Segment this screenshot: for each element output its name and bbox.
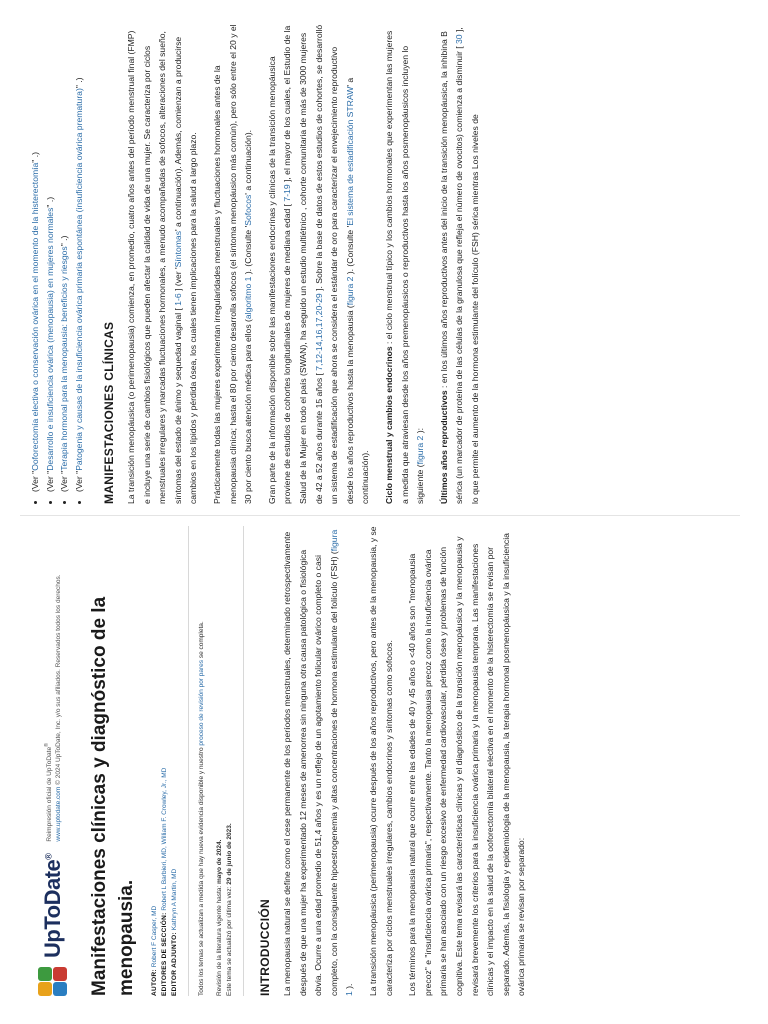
intro-paragraph-1: La menopausia natural se define como el cese permanente de los períodos menstruales, determinado retrospectivamente después de que una mujer ha experimentado 12 meses de amenorrea sin ninguna otra causa patológica o fisiológica obvia. Ocurre a una edad promedio de 51,4 años y es un reflejo de un agotamiento folicular ovárico completo o casi completo, con la consiguiente hipoestrogenemia y altas concentraciones de hormona estimulante del folículo (FSH) (figura 1 ). [282,529,355,996]
figure-1-link[interactable]: figura 1 [328,529,355,996]
page-title: Manifestaciones clínicas y diagnóstico de la menopausia. [89,596,137,996]
ref-link[interactable]: 7-19 [282,181,293,204]
header [38,526,68,996]
reference-list [28,24,86,504]
hot-flashes-link[interactable]: Sofocos [243,194,254,226]
list-item: • (Ver "Terapia hormonal para la menopausia: beneficios y riesgos" .) [57,24,72,492]
clinical-paragraph-5: Últimos años reproductivos : en los últimos años reproductivos antes del inicio de la transición menopáusica, la inhibina B sérica (un marcador de proteína de las células de la granulosa que refleja el número de ovocitos) comienza a disminuir [ 30 ], lo que permite el aumento de la hormona estimulante del folículo (FSH) sérica mientras Los niveles de [438,27,480,504]
author-link[interactable]: Robert F Casper, MD [151,905,158,968]
ref-link[interactable]: 7,12-14,16,17,20-29 [313,290,324,374]
authors-block: AUTOR: Robert F Casper, MD EDITORES DE SECCIÓN: Robert L Barbieri, MD, William F. Crowley, Jr., MD EDITOR ADJUNTO: Kathryn A Martin, MD [151,767,178,996]
deputy-editor-link[interactable]: Kathryn A Martin, MD [171,868,178,931]
clinical-paragraph-2: Prácticamente todas las mujeres experimentan irregularidades menstruales y fluctuaciones hormonales antes de la menopausia clínica; hasta el 80 por ciento desarrolla sofocos (el síntoma menopáusico más común), pero sólo entre el 20 y el 30 por ciento busca atención médica para ellos (algoritmo 1 ). (Consulte 'Sofocos' a continuación). [211,24,254,504]
divider [188,526,189,996]
uptodate-logo-icon [38,966,68,996]
editors-link[interactable]: Robert L Barbieri, MD, William F. Crowley, Jr., MD [161,767,168,911]
straw-link[interactable]: El sistema de estadificación STRAW [344,86,355,226]
algorithm-1-link[interactable]: algoritmo 1 [243,276,254,320]
uptodate-link[interactable]: www.uptodate.com [55,786,63,842]
symptoms-link[interactable]: Síntomas [172,231,183,268]
ref-link[interactable]: Patogenia y causas de la insuficiencia ovárica primaria espontánea (insuficiencia ovárica prematura) [73,88,84,471]
clinical-paragraph-3: Gran parte de la información disponible sobre las manifestaciones endocrinas y clínicas de la transición menopáusica proviene de estudios de cohortes longitudinales de mujeres de mediana edad [ 7-19 ], el mayor de los cuales, el Estudio de la Salud de la Mujer en todo el país (SWAN), ha seguido un estudio multiétnico , cohorte comunitaria de más de 3000 mujeres de 42 a 52 años durante 15 años [ 7,12-14,16,17,20-29 ]. Sobre la base de datos de estos estudios de cohortes, se desarrolló un sistema de estadificación que ahora se considera el estándar de oro para caracterizar el envejecimiento reproductivo desde los años reproductivos hasta la menopausia (figura 2 ). (Consulte 'El sistema de estadificación STRAW' a continuación). [266,24,371,504]
figure-2-link[interactable]: figura 2 [415,435,426,465]
clinical-paragraph-1: La transición menopáusica (o perimenopausia) comienza, en promedio, cuatro años antes del período menstrual final (FMP) e incluye una serie de cambios fisiológicos que pueden afectar la calidad de vida de una mujer. Se caracteriza por ciclos menstruales irregulares y marcadas fluctuaciones hormonales, a menudo acompañadas de sofocos, alteraciones del sueño, síntomas del estado de ánimo y sequedad vaginal [ 1-6 ] (ver 'Síntomas' a continuación). Además, comienzan a producirse cambios en los lípidos y pérdida ósea, los cuales tienen implicaciones para la salud a largo plazo. [126,30,199,504]
intro-paragraph-2: La transición menopáusica (perimenopausia) ocurre después de los años reproductivos, pero antes de la menopausia, y se caracteriza por ciclos menstruales irregulares, cambios endocrinos y síntomas como sofocos. [367,526,394,996]
intro-heading: INTRODUCCIÓN [258,899,272,996]
figure-2-link[interactable]: figura 2 [344,276,355,306]
clinical-paragraph-4: Ciclo menstrual y cambios endocrinos : el ciclo menstrual típico y los cambios hormonales que experimentan las mujeres a medida que atraviesan desde los años premenopáusicos o reproductivos hasta los años posmenopáusicos incluyen lo siguiente (figura 2 ): [383,30,426,504]
intro-paragraph-3: Los términos para la menopausia natural que ocurre entre las edades de 40 y 45 años o <40 años son "menopausia precoz" e "insuficiencia ovárica primaria", respectivamente. Tanto la menopausia precoz como la insuficiencia ovárica primaria se han asociado con un riesgo excesivo de enfermedad cardiovascular, pérdida ósea y problemas de función cognitiva. Este tema revisará las características clínicas y el diagnóstico de la transición menopáusica y la menopausia y revisará brevemente los criterios para la insuficiencia ovárica primaria y la menopausia temprana. Las manifestaciones clínicas y el impacto en la salud de la ooforectomía bilateral electiva en el momento de la histerectomía se revisan por separado. Además, la fisiología y epidemiología de la menopausia, la terapia hormonal posmenopáusica y la insuficiencia ovárica primaria se revisan por separado: [407,533,527,996]
ref-link[interactable]: Terapia hormonal para la menopausia: beneficios y riesgos [59,246,69,471]
list-item: • (Ver "Desarrollo e insuficiencia ovárica (menopausia) en mujeres normales" .) [43,24,58,492]
list-item: • (Ver "Patogenia y causas de la insuficiencia ovárica primaria espontánea (insuficiencia ovárica prematura)" .) [72,24,87,492]
reprint-notice: Reimpresión oficial de UpToDate® www.uptodate.com © 2024 UpToDate, Inc. y/o sus afiliados. Reservados todos los derechos. [43,574,63,842]
divider [243,526,244,996]
update-notice: Todos los temas se actualizan a medida que hay nueva evidencia disponible y nuestro proceso de revisión por pares se completa. [198,621,205,996]
ref-link[interactable]: Ooforectomía electiva o conservación ovárica en el momento de la histerectomía [30,162,40,471]
peer-review-link[interactable]: proceso de revisión por pares [198,659,205,746]
left-column [28,526,538,996]
list-item: • (Ver "Ooforectomía electiva o conservación ovárica en el momento de la histerectomía" .) [28,24,43,492]
revision-info: Revisión de la literatura vigente hasta: mayo de 2024. Este tema se actualizó por última vez: 29 de junio de 2023. [216,823,233,996]
ref-link[interactable]: 30 [454,32,465,47]
right-column [18,24,491,504]
clinical-heading: MANIFESTACIONES CLÍNICAS [102,321,116,504]
ref-link[interactable]: 1-6 [172,290,183,309]
brand-name: UpToDate® [40,853,65,958]
column-divider [20,515,740,516]
ref-link[interactable]: Desarrollo e insuficiencia ovárica (menopausia) en mujeres normales [44,207,55,471]
